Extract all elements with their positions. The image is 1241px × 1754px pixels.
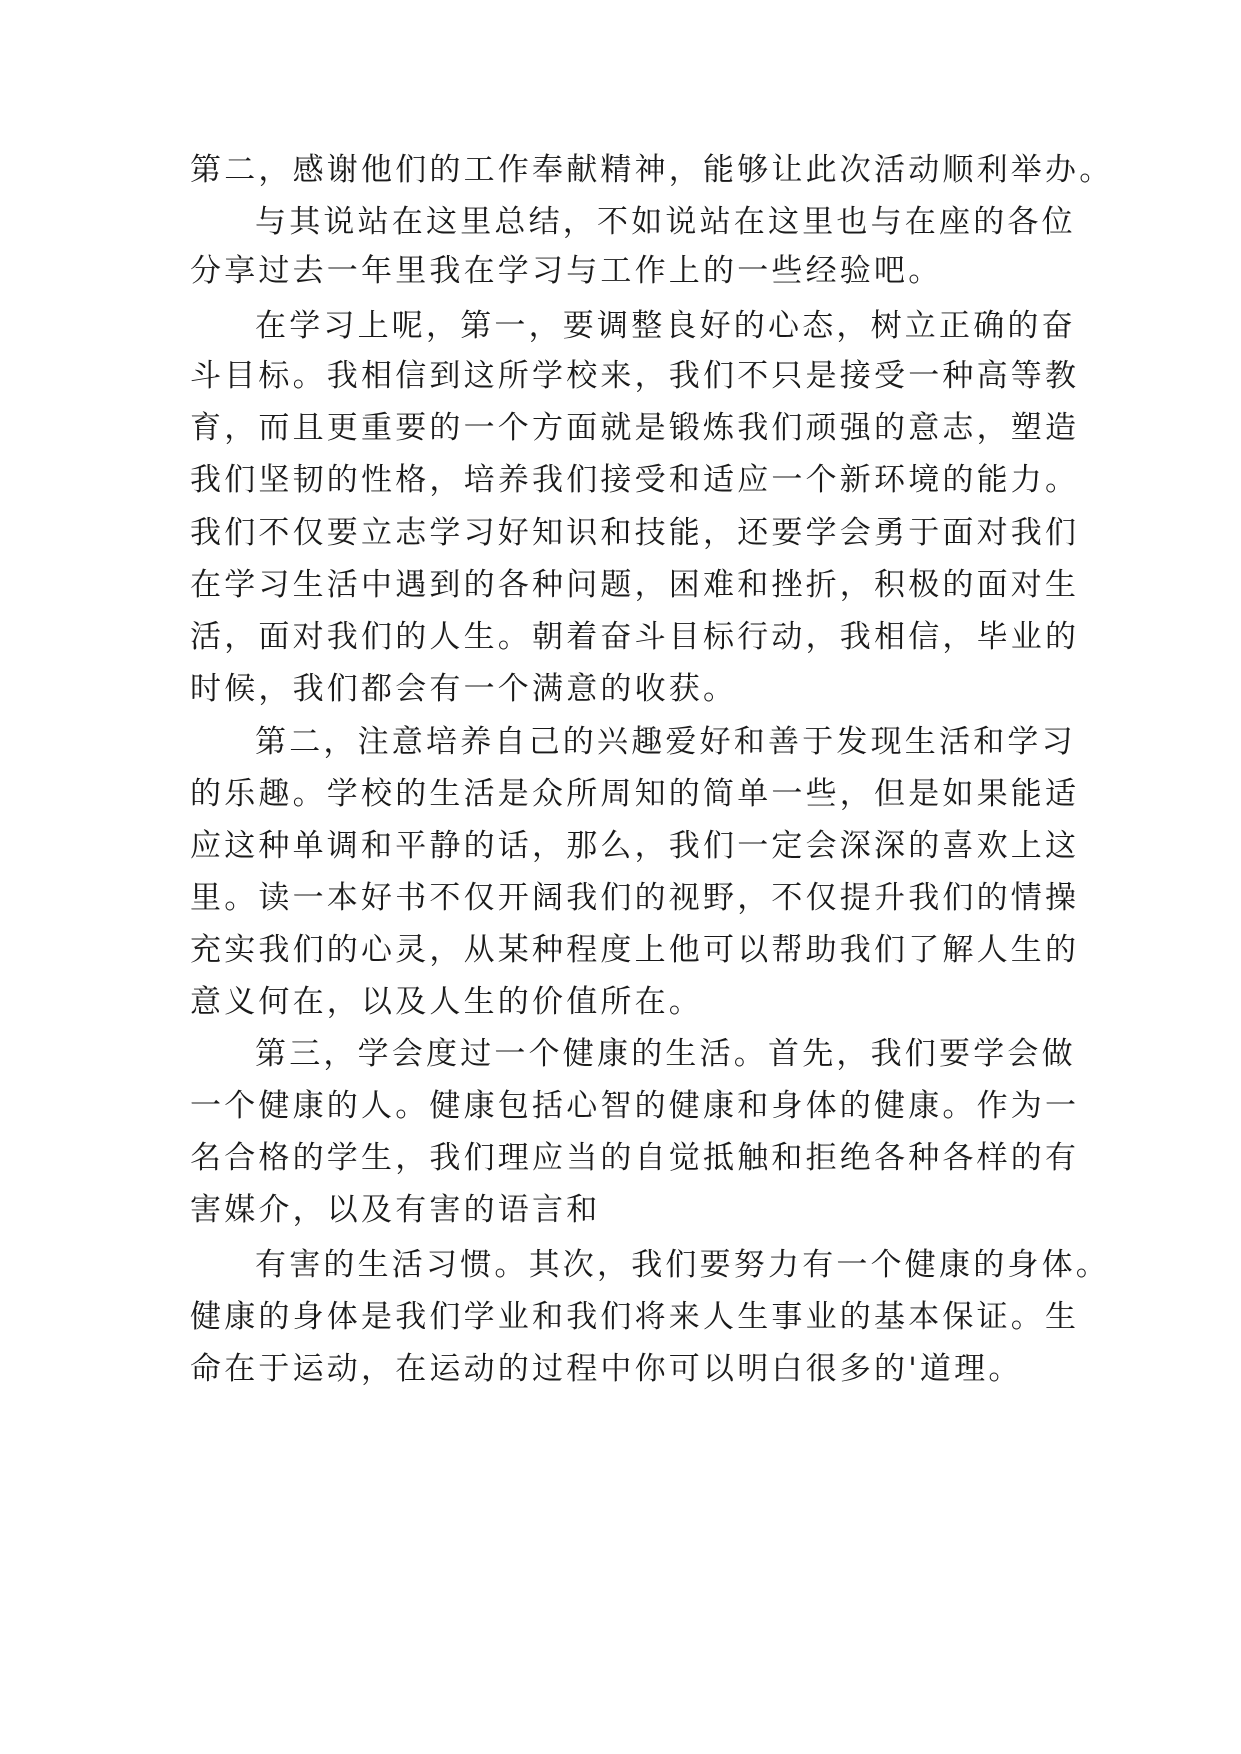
text-line: 斗目标。我相信到这所学校来，我们不只是接受一种高等教 [190, 358, 1080, 394]
text-line: 一个健康的人。健康包括心智的健康和身体的健康。作为一 [190, 1088, 1080, 1124]
text-line: 在学习上呢，第一，要调整良好的心态，树立正确的奋 [255, 308, 1076, 344]
text-line: 里。读一本好书不仅开阔我们的视野，不仅提升我们的情操 [190, 880, 1080, 916]
text-line: 我们不仅要立志学习好知识和技能，还要学会勇于面对我们 [190, 515, 1080, 551]
text-line: 分享过去一年里我在学习与工作上的一些经验吧。 [190, 253, 943, 289]
text-line: 第三，学会度过一个健康的生活。首先，我们要学会做 [255, 1036, 1076, 1072]
text-line: 充实我们的心灵，从某种程度上他可以帮助我们了解人生的 [190, 932, 1080, 968]
text-line: 时候，我们都会有一个满意的收获。 [190, 671, 738, 707]
text-line: 有害的生活习惯。其次，我们要努力有一个健康的身体。 [255, 1247, 1110, 1283]
text-line: 应这种单调和平静的话，那么，我们一定会深深的喜欢上这 [190, 828, 1080, 864]
text-line: 活，面对我们的人生。朝着奋斗目标行动，我相信，毕业的 [190, 619, 1080, 655]
text-line: 第二，注意培养自己的兴趣爱好和善于发现生活和学习 [255, 724, 1076, 760]
text-line: 健康的身体是我们学业和我们将来人生事业的基本保证。生 [190, 1299, 1080, 1335]
text-line: 育，而且更重要的一个方面就是锻炼我们顽强的意志，塑造 [190, 410, 1080, 446]
text-line: 害媒介，以及有害的语言和 [190, 1192, 601, 1228]
text-line: 意义何在，以及人生的价值所在。 [190, 984, 703, 1020]
text-line: 与其说站在这里总结，不如说站在这里也与在座的各位 [255, 204, 1076, 240]
text-line: 第二，感谢他们的工作奉献精神，能够让此次活动顺利举办。 [190, 152, 1114, 188]
text-line: 名合格的学生，我们理应当的自觉抵触和拒绝各种各样的有 [190, 1140, 1080, 1176]
text-line: 的乐趣。学校的生活是众所周知的简单一些，但是如果能适 [190, 776, 1080, 812]
text-line: 命在于运动，在运动的过程中你可以明白很多的'道理。 [190, 1351, 1023, 1387]
text-line: 在学习生活中遇到的各种问题，困难和挫折，积极的面对生 [190, 567, 1080, 603]
text-line: 我们坚韧的性格，培养我们接受和适应一个新环境的能力。 [190, 462, 1080, 498]
